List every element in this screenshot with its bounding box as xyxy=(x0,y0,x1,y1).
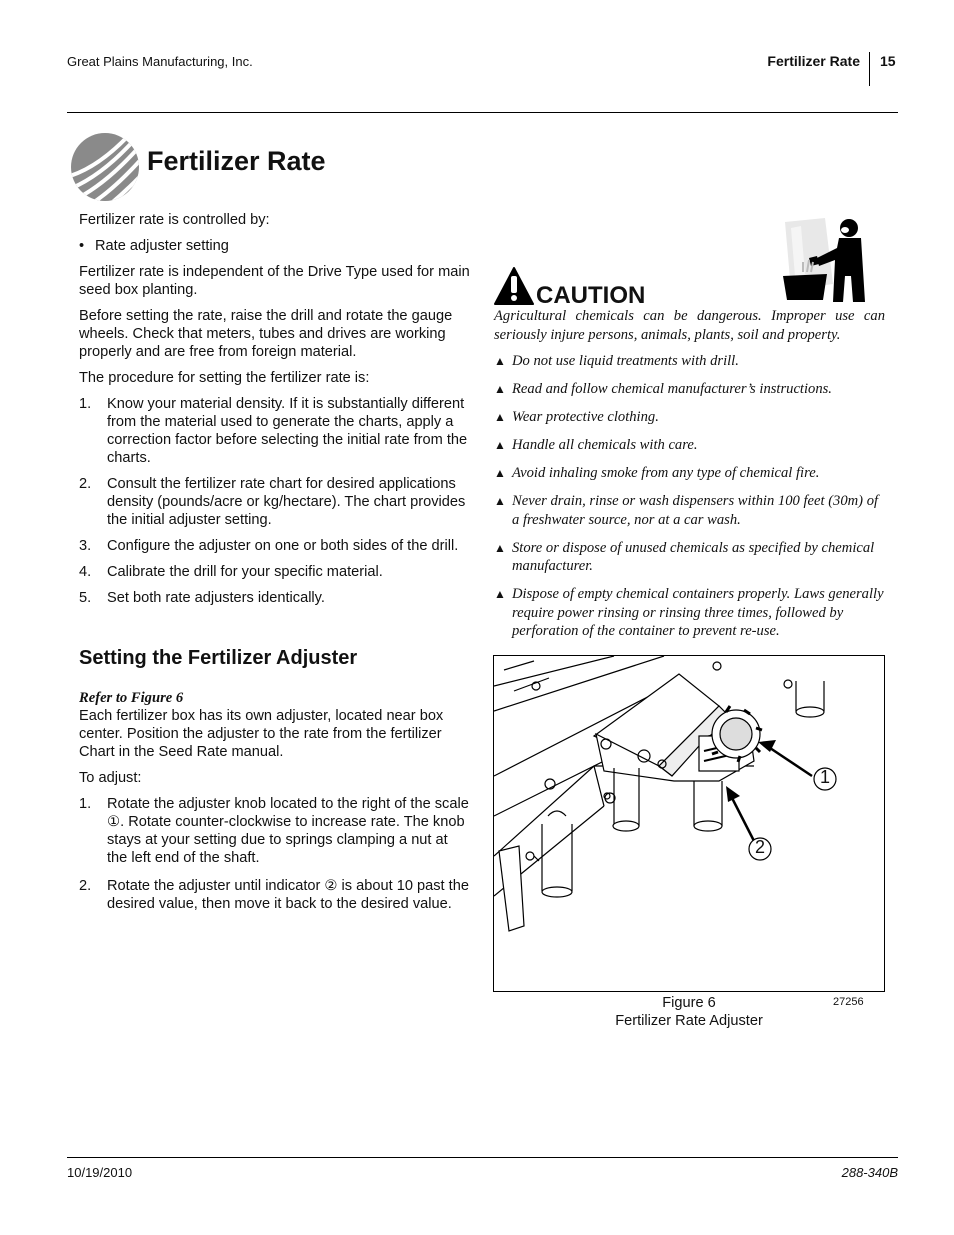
step-number: 4. xyxy=(79,564,92,580)
caution-item-text: Read and follow chemical manufacturer’s instructions. xyxy=(512,381,832,397)
bullet-triangle-icon: ▲ xyxy=(494,540,506,555)
caution-item-text: Never drain, rinse or wash dispensers within 100 feet (30m) of a freshwater source, nor at a car wash. xyxy=(512,493,879,528)
step-number: 1. xyxy=(79,796,92,812)
step-text: Set both rate adjusters identically. xyxy=(107,590,325,606)
figure-caption-line1: Figure 6 xyxy=(662,995,716,1011)
figure-6-illustration xyxy=(493,655,885,992)
intro-before: Before setting the rate, raise the drill and rotate the gauge wheels. Check that meters, tubes and drives are working properly and are free from foreign material. xyxy=(79,308,453,360)
adjuster-section xyxy=(79,689,471,921)
footer-doc-number: 288-340B xyxy=(841,1165,898,1180)
intro-independent: Fertilizer rate is independent of the Drive Type used for main seed box planting. xyxy=(79,264,470,298)
caution-item-text: Dispose of empty chemical containers properly. Laws generally require power rinsing or rinsing three times, followed by perforation of the container to prevent re-use. xyxy=(512,586,884,639)
caution-item-text: Store or dispose of unused chemicals as specified by chemical manufacturer. xyxy=(512,539,875,574)
list-item xyxy=(79,475,471,529)
page-number: 15 xyxy=(880,53,896,69)
step-text: Know your material density. If it is substantially different from the material used to generate the charts, apply a correction factor before selecting the initial rate from the charts. xyxy=(107,396,468,466)
step-number: 2. xyxy=(79,878,92,894)
bullet-triangle-icon: ▲ xyxy=(494,466,506,480)
step-text: Rotate the adjuster knob located to the right of the scale ①. Rotate counter-clockwise to increase rate. The knob stays at your setting due to springs clamping a nut at the left end of the shaft. xyxy=(107,796,469,866)
caution-item-text: Do not use liquid treatments with drill. xyxy=(512,353,739,369)
bullet-triangle-icon: ▲ xyxy=(494,354,506,368)
footer-rule xyxy=(67,1157,898,1158)
caution-label: CAUTION xyxy=(536,282,646,309)
list-item xyxy=(494,585,885,641)
bullet-triangle-icon: ▲ xyxy=(494,494,506,508)
list-item xyxy=(79,589,471,607)
list-item xyxy=(494,408,885,427)
header-company: Great Plains Manufacturing, Inc. xyxy=(67,54,253,69)
list-item xyxy=(494,464,885,483)
to-adjust: To adjust: xyxy=(79,770,142,786)
step-text: Consult the fertilizer rate chart for desired applications density (pounds/acre or kg/hectare). The chart provides the initial adjuster setting. xyxy=(107,476,466,528)
caution-item-text: Wear protective clothing. xyxy=(512,409,659,425)
list-item xyxy=(79,795,471,867)
caution-intro: Agricultural chemicals can be dangerous. Improper use can seriously injure persons, animals, plants, soil and property. xyxy=(494,308,885,343)
callout-1: 1 xyxy=(819,767,830,787)
procedure-list xyxy=(79,395,471,607)
warning-triangle-icon xyxy=(494,266,534,306)
bullet-triangle-icon: ▲ xyxy=(494,382,506,396)
list-item xyxy=(494,352,885,371)
header-divider xyxy=(869,52,870,86)
header-rule xyxy=(67,112,898,113)
adjust-list xyxy=(79,795,471,913)
bullet-triangle-icon: ▲ xyxy=(494,587,506,601)
bullet-triangle-icon: ▲ xyxy=(494,438,506,452)
adjuster-body: Each fertilizer box has its own adjuster, located near box center. Position the adjuster to the rate from the fertilizer Chart in the Seed Rate manual. xyxy=(79,708,444,760)
list-item xyxy=(494,380,885,399)
step-number: 1. xyxy=(79,396,92,412)
step-number: 5. xyxy=(79,590,92,606)
list-item xyxy=(79,537,471,555)
bullet-text: Rate adjuster setting xyxy=(95,238,229,254)
left-column xyxy=(79,211,471,615)
step-number: 2. xyxy=(79,476,92,492)
list-item xyxy=(79,395,471,467)
list-item xyxy=(494,436,885,455)
protective-gear-icon xyxy=(781,214,871,304)
footer-date: 10/19/2010 xyxy=(67,1165,133,1180)
bullet-item: • Rate adjuster setting xyxy=(79,238,229,254)
figure-caption-line2: Fertilizer Rate Adjuster xyxy=(615,1013,763,1029)
step-text: Rotate the adjuster until indicator ② is about 10 past the desired value, then move it back to the desired value. xyxy=(107,878,469,912)
caution-item-text: Handle all chemicals with care. xyxy=(512,437,698,453)
subsection-title: Setting the Fertilizer Adjuster xyxy=(79,647,358,669)
intro-procedure: The procedure for setting the fertilizer rate is: xyxy=(79,370,370,386)
step-text: Calibrate the drill for your specific material. xyxy=(107,564,383,580)
intro-controlled-by: Fertilizer rate is controlled by: xyxy=(79,212,270,228)
caution-item-text: Avoid inhaling smoke from any type of chemical fire. xyxy=(512,465,820,481)
page-title: Fertilizer Rate xyxy=(147,146,326,176)
figure-number: 27256 xyxy=(833,996,864,1008)
step-text: Configure the adjuster on one or both sides of the drill. xyxy=(107,538,459,554)
list-item xyxy=(79,563,471,581)
refer-figure: Refer to Figure 6 xyxy=(79,690,184,706)
list-item xyxy=(494,539,885,576)
brand-logo xyxy=(70,132,140,202)
header-section: Fertilizer Rate xyxy=(767,53,860,69)
list-item xyxy=(79,877,471,913)
caution-body xyxy=(494,307,885,650)
bullet-triangle-icon: ▲ xyxy=(494,410,506,424)
step-number: 3. xyxy=(79,538,92,554)
callout-2: 2 xyxy=(754,837,765,857)
list-item xyxy=(494,492,885,529)
